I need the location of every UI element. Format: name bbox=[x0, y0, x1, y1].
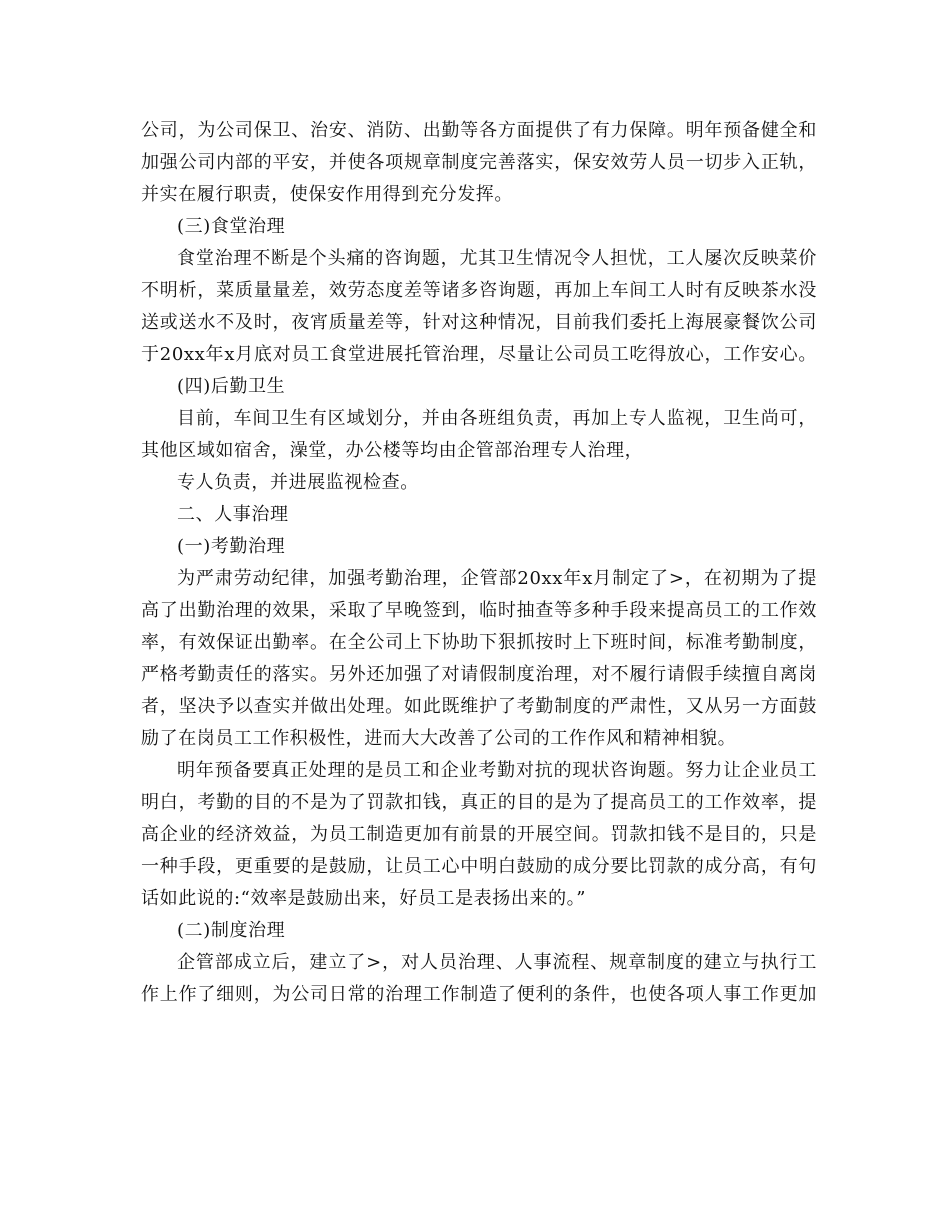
text-line: 高企业的经济效益，为员工制造更加有前景的开展空间。罚款扣钱不是目的，只是 bbox=[141, 824, 817, 845]
text-line: 其他区域如宿舍，澡堂，办公楼等均由企管部治理专人治理， bbox=[141, 440, 644, 461]
section-heading: (二)制度治理 bbox=[177, 920, 286, 941]
text-line: 一种手段，更重要的是鼓励，让员工心中明白鼓励的成分要比罚款的成分高，有句 bbox=[141, 856, 817, 877]
text-line: 专人负责，并进展监视检查。 bbox=[177, 472, 419, 493]
text-line: 加强公司内部的平安，并使各项规章制度完善落实，保安效劳人员一切步入正轨， bbox=[141, 152, 817, 173]
section-heading: (一)考勤治理 bbox=[177, 536, 286, 557]
document-body bbox=[141, 115, 817, 1011]
section-heading: (四)后勤卫生 bbox=[177, 376, 286, 397]
text-line: 高了出勤治理的效果，采取了早晚签到，临时抽查等多种手段来提高员工的工作效 bbox=[141, 600, 817, 621]
text-line: 作上作了细则，为公司日常的治理工作制造了便利的条件，也使各项人事工作更加 bbox=[141, 984, 817, 1005]
section-heading: (三)食堂治理 bbox=[177, 216, 286, 237]
text-line: 严格考勤责任的落实。另外还加强了对请假制度治理，对不履行请假手续擅自离岗 bbox=[141, 664, 817, 685]
text-line: 目前，车间卫生有区域划分，并由各班组负责，再加上专人监视，卫生尚可， bbox=[177, 408, 817, 429]
text-line: 者，坚决予以查实并做出处理。如此既维护了考勤制度的严肃性，又从另一方面鼓 bbox=[141, 696, 817, 717]
text-line: 公司，为公司保卫、治安、消防、出勤等各方面提供了有力保障。明年预备健全和 bbox=[141, 120, 817, 141]
text-line: 食堂治理不断是个头痛的咨询题，尤其卫生情况令人担忧，工人屡次反映菜价 bbox=[177, 248, 817, 269]
text-line: 话如此说的:“效率是鼓励出来，好员工是表扬出来的。” bbox=[141, 888, 587, 909]
section-heading: 二、人事治理 bbox=[177, 504, 289, 525]
text-line: 送或送水不及时，夜宵质量差等，针对这种情况，目前我们委托上海展豪餐饮公司 bbox=[141, 312, 817, 333]
text-line: 企管部成立后，建立了>，对人员治理、人事流程、规章制度的建立与执行工 bbox=[177, 952, 817, 973]
text-line: 明白，考勤的目的不是为了罚款扣钱，真正的目的是为了提高员工的工作效率，提 bbox=[141, 792, 817, 813]
text-line: 明年预备要真正处理的是员工和企业考勤对抗的现状咨询题。努力让企业员工 bbox=[177, 760, 817, 781]
text-line: 励了在岗员工工作积极性，进而大大改善了公司的工作作风和精神相貌。 bbox=[141, 728, 737, 749]
text-line: 并实在履行职责，使保安作用得到充分发挥。 bbox=[141, 184, 513, 205]
text-line: 不明析，菜质量量差，效劳态度差等诸多咨询题，再加上车间工人时有反映茶水没 bbox=[141, 280, 817, 301]
text-line: 率，有效保证出勤率。在全公司上下协助下狠抓按时上下班时间，标准考勤制度， bbox=[141, 632, 817, 653]
text-line: 于20xx年x月底对员工食堂进展托管治理，尽量让公司员工吃得放心，工作安心。 bbox=[141, 344, 817, 365]
text-line: 为严肃劳动纪律，加强考勤治理，企管部20xx年x月制定了>，在初期为了提 bbox=[177, 568, 817, 589]
